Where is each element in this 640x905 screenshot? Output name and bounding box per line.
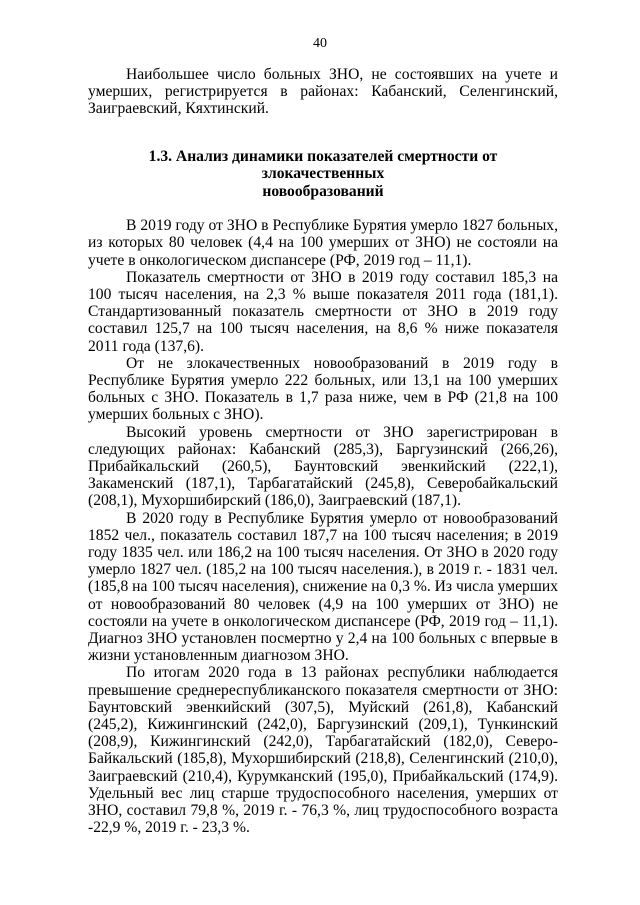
paragraph-benign-neoplasms: От не злокачественных новообразований в 2019 году в Республике Бурятия умерло 222 больных, или 13,1 на 100 умерших больных с ЗНО. Показатель в 1,7 раза ниже, чем в РФ (21,8 на 100 умерших больных с ЗНО). xyxy=(88,354,558,424)
paragraph-deaths-2019: В 2019 году от ЗНО в Республике Бурятия умерло 1827 больных, из которых 80 человек (4,4 на 100 умерших от ЗНО) не состояли на учете в онкологическом диспансере (РФ, 2019 год – 11,1). xyxy=(88,217,558,269)
paragraph-mortality-rate: Показатель смертности от ЗНО в 2019 году составил 185,3 на 100 тысяч населения, на 2,3 % выше показателя 2011 года (181,1). Стандартизованный показатель смертности от ЗНО в 2019 году составил 125,7 на 100 тысяч населения, на 8,6 % ниже показателя 2011 года (137,6). xyxy=(88,268,558,355)
paragraph-high-mortality-districts: Высокий уровень смертности от ЗНО зарегистрирован в следующих районах: Кабанский (285,3), Баргузинский (266,26), Прибайкальский (260,5), Баунтовский эвенкийский (222,1), Закаменский (187,1), Тарбагатайский (245,8), Северобайкальский (208,1), Мухоршибирский (186,0), Заиграевский (187,1). xyxy=(88,423,558,510)
paragraph-deaths-2020: В 2020 году в Республике Бурятия умерло от новообразований 1852 чел., показатель составил 187,7 на 100 тысяч населения; в 2019 году 1835 чел. или 186,2 на 100 тысяч населения. От ЗНО в 2020 году умерло 1827 чел. (185,2 на 100 тысяч населения.), в 2019 г. - 1831 чел. (185,8 на 100 тысяч населения), снижение на 0,3 %. Из числа умерших от новообразований 80 человек (4,9 на 100 умерших от ЗНО) не состояли на учете в онкологическом диспансере (РФ, 2019 год – 11,1). Диагноз ЗНО установлен посмертно у 2,4 на 100 больных с впервые в жизни установленным диагнозом ЗНО. xyxy=(88,509,558,665)
intro-paragraph: Наибольшее число больных ЗНО, не состоявших на учете и умерших, регистрируется в районах: Кабанский, Селенгинский, Заиграевский, Кяхтинский. xyxy=(88,66,558,118)
section-heading-line-1: 1.3. Анализ динамики показателей смертности от злокачественных xyxy=(148,147,498,183)
section-heading-line-2: новообразований xyxy=(262,182,384,200)
page-content xyxy=(88,66,558,836)
section-heading xyxy=(88,148,558,201)
paragraph-2020-results: По итогам 2020 года в 13 районах республики наблюдается превышение среднереспубликанского показателя смертности от ЗНО: Баунтовский эвенкийский (307,5), Муйский (261,8), Кабанский (245,2), Кижингинский (242,0), Баргузинский (209,1), Тункинский (208,9), Кижингинский (242,0), Тарбагатайский (182,0), Северо-Байкальский (185,8), Мухоршибирский (218,8), Селенгинский (210,0), Заиграевский (210,4), Курумканский (195,0), Прибайкальский (174,9). Удельный вес лиц старше трудоспособного населения, умерших от ЗНО, составил 79,8 %, 2019 г. - 76,3 %, лиц трудоспособного возраста -22,9 %, 2019 г. - 23,3 %. xyxy=(88,664,558,837)
page-number: 40 xyxy=(313,36,327,51)
